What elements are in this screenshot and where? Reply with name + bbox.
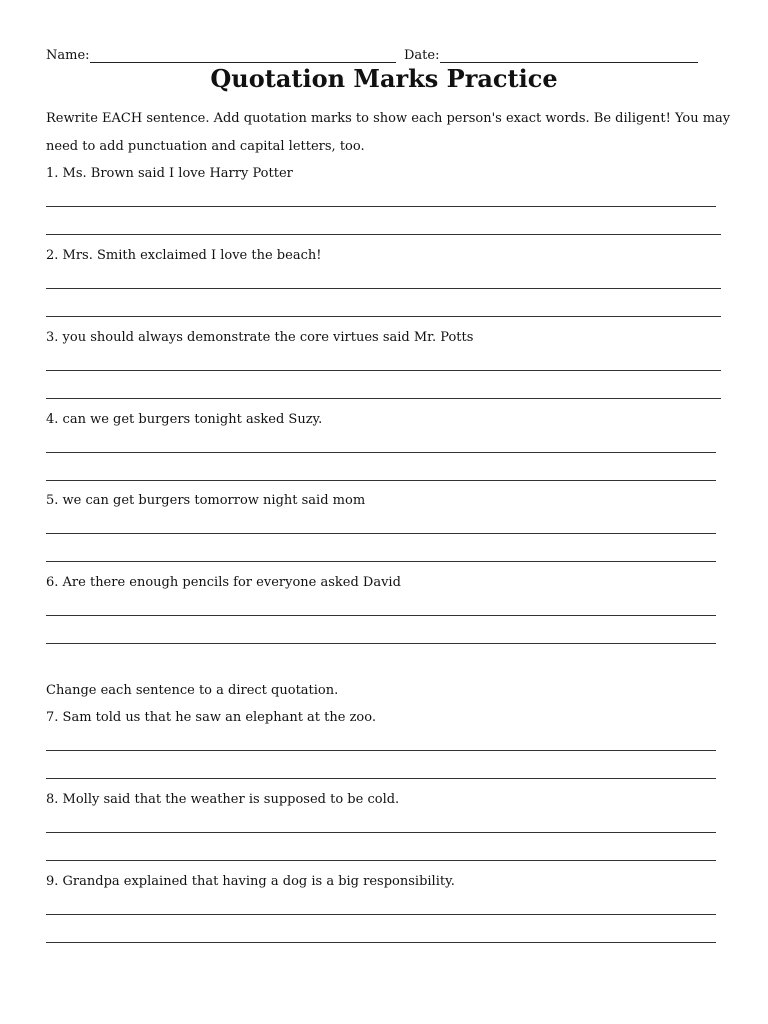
answer-line[interactable] bbox=[46, 398, 721, 399]
question-8: 8. Molly said that the weather is supposed to be cold. bbox=[46, 792, 400, 807]
instructions-line-1: Rewrite EACH sentence. Add quotation marks to show each person's exact words. Be diligent! You may bbox=[46, 111, 731, 126]
answer-line[interactable] bbox=[46, 316, 721, 317]
question-6: 6. Are there enough pencils for everyone asked David bbox=[46, 575, 401, 590]
answer-line[interactable] bbox=[46, 750, 716, 751]
question-2: 2. Mrs. Smith exclaimed I love the beach! bbox=[46, 248, 322, 263]
question-7: 7. Sam told us that he saw an elephant at the zoo. bbox=[46, 710, 376, 725]
question-4: 4. can we get burgers tonight asked Suzy. bbox=[46, 412, 323, 427]
instructions-line-2: need to add punctuation and capital letters, too. bbox=[46, 139, 365, 154]
answer-line[interactable] bbox=[46, 533, 716, 534]
answer-line[interactable] bbox=[46, 452, 716, 453]
answer-line[interactable] bbox=[46, 288, 721, 289]
page-title: Quotation Marks Practice bbox=[210, 64, 558, 93]
answer-line[interactable] bbox=[46, 234, 721, 235]
question-9: 9. Grandpa explained that having a dog is a big responsibility. bbox=[46, 874, 455, 889]
answer-line[interactable] bbox=[46, 206, 716, 207]
answer-line[interactable] bbox=[46, 370, 721, 371]
answer-line[interactable] bbox=[46, 778, 716, 779]
instructions-part-2: Change each sentence to a direct quotation. bbox=[46, 683, 339, 698]
question-3: 3. you should always demonstrate the core virtues said Mr. Potts bbox=[46, 330, 474, 345]
answer-line[interactable] bbox=[46, 860, 716, 861]
answer-line[interactable] bbox=[46, 832, 716, 833]
question-5: 5. we can get burgers tomorrow night said mom bbox=[46, 493, 366, 508]
answer-line[interactable] bbox=[46, 561, 716, 562]
date-blank[interactable] bbox=[440, 62, 698, 63]
answer-line[interactable] bbox=[46, 643, 716, 644]
answer-line[interactable] bbox=[46, 615, 716, 616]
name-blank[interactable] bbox=[90, 62, 396, 63]
answer-line[interactable] bbox=[46, 914, 716, 915]
answer-line[interactable] bbox=[46, 480, 716, 481]
answer-line[interactable] bbox=[46, 942, 716, 943]
name-label: Name: bbox=[46, 48, 90, 63]
question-1: 1. Ms. Brown said I love Harry Potter bbox=[46, 166, 293, 181]
date-label: Date: bbox=[404, 48, 440, 63]
